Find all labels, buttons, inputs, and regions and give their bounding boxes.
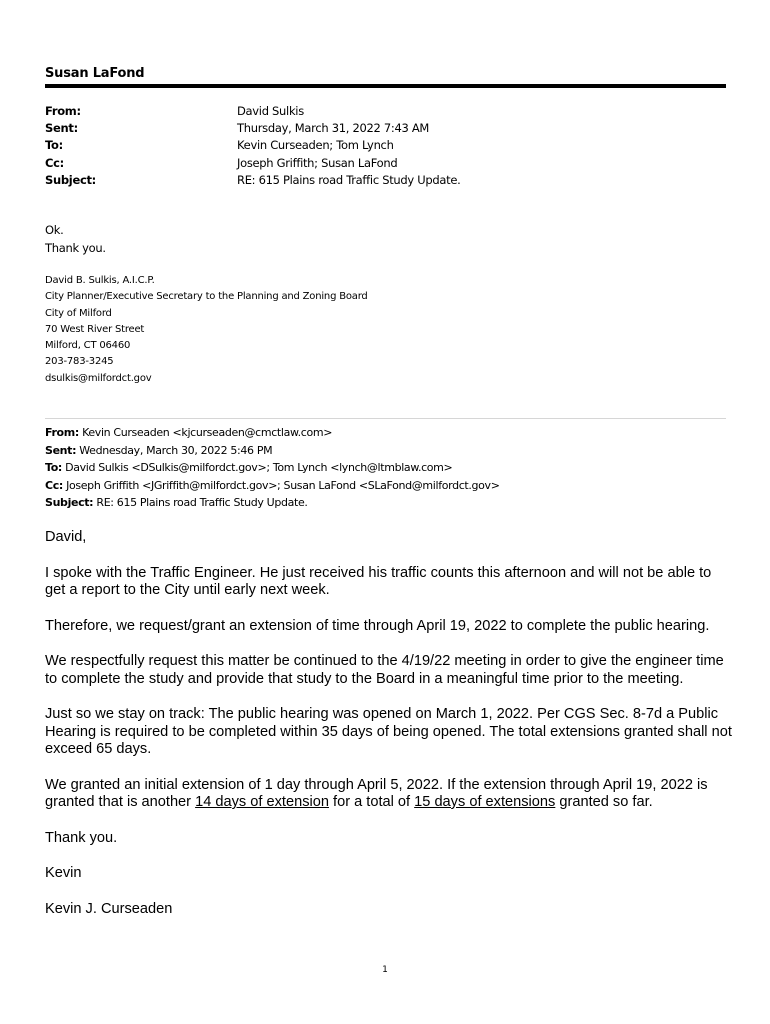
reply-line: Thank you. — [45, 240, 106, 255]
fwd-cc-row — [45, 477, 500, 495]
header-divider — [45, 84, 726, 88]
fwd-sent-row — [45, 442, 500, 460]
fwd-subject-label: Subject: — [45, 496, 94, 509]
signature-org: City of Milford — [45, 307, 112, 319]
fwd-sent-value: Wednesday, March 30, 2022 5:46 PM — [79, 443, 273, 457]
body-paragraph: We respectfully request this matter be continued to the 4/19/22 meeting in order to give the engineer time to complete the study and provide that study to the Board in a meaningful time prior to the meeting. — [45, 653, 724, 687]
signature-title: City Planner/Executive Secretary to the Planning and Zoning Board — [45, 291, 368, 303]
sender-full-name: Kevin J. Curseaden — [45, 900, 173, 917]
to-value: Kevin Curseaden; Tom Lynch — [237, 138, 394, 153]
body-paragraph: Just so we stay on track: The public hearing was opened on March 1, 2022. Per CGS Sec. 8-7d a Public Hearing is required to be completed within 35 days of being opened. The total extensions granted shall not exceed 65 days. — [45, 706, 732, 757]
fwd-to-label: To: — [45, 461, 62, 474]
header-from-row — [45, 103, 725, 120]
fwd-to-row — [45, 459, 500, 477]
message-body — [45, 529, 735, 918]
sign-off: Kevin — [45, 865, 82, 881]
signature-email: dsulkis@milfordct.gov — [45, 372, 152, 384]
subject-label: Subject: — [45, 172, 96, 187]
signature-phone: 203-783-3245 — [45, 356, 114, 368]
signature-street: 70 West River Street — [45, 323, 145, 335]
signature-block — [45, 273, 368, 387]
body-text: granted so far. — [555, 794, 653, 810]
fwd-from-row — [45, 424, 500, 442]
forward-divider — [45, 418, 726, 419]
header-cc-row — [45, 155, 725, 172]
to-label: To: — [45, 138, 63, 153]
header-subject-row — [45, 172, 725, 189]
fwd-from-value: Kevin Curseaden <kjcurseaden@cmctlaw.com> — [82, 426, 333, 439]
underlined-text: 15 days of extensions — [414, 794, 556, 810]
sent-value: Thursday, March 31, 2022 7:43 AM — [237, 121, 430, 136]
signature-city: Milford, CT 06460 — [45, 340, 131, 352]
reply-line: Ok. — [45, 223, 64, 237]
fwd-subject-value: RE: 615 Plains road Traffic Study Update. — [96, 496, 308, 509]
cc-label: Cc: — [45, 155, 64, 170]
body-text: for a total of — [328, 794, 415, 810]
body-text: We granted an initial extension of 1 day through April 5, 2022. If the extension through April 19, 2022 is granted that is another — [45, 776, 708, 810]
cc-value: Joseph Griffith; Susan LaFond — [237, 155, 398, 170]
fwd-subject-row — [45, 494, 500, 512]
underlined-text: 14 days of extension — [195, 794, 329, 810]
subject-value: RE: 615 Plains road Traffic Study Update. — [237, 172, 461, 187]
fwd-cc-label: Cc: — [45, 478, 63, 492]
page-number: 1 — [382, 965, 388, 975]
signature-name: David B. Sulkis, A.I.C.P. — [45, 275, 155, 286]
forwarded-header — [45, 424, 500, 512]
reply-message — [45, 222, 106, 257]
fwd-cc-value: Joseph Griffith <JGriffith@milfordct.gov>; Susan LaFond <SLaFond@milfordct.gov> — [66, 478, 500, 492]
closing-thanks: Thank you. — [45, 829, 118, 846]
header-sent-row — [45, 120, 725, 137]
greeting: David, — [45, 529, 87, 545]
from-label: From: — [45, 104, 81, 118]
from-value: David Sulkis — [237, 104, 304, 118]
header-to-row — [45, 137, 725, 154]
email-header — [45, 103, 725, 189]
body-paragraph — [45, 777, 735, 812]
fwd-from-label: From: — [45, 426, 79, 439]
email-owner-name: Susan LaFond — [45, 66, 145, 81]
sent-label: Sent: — [45, 121, 78, 136]
fwd-to-value: David Sulkis <DSulkis@milfordct.gov>; Tom Lynch <lynch@ltmblaw.com> — [65, 461, 453, 474]
body-paragraph: I spoke with the Traffic Engineer. He just received his traffic counts this afternoon and will not be able to get a report to the City until early next week. — [45, 564, 712, 598]
body-paragraph: Therefore, we request/grant an extension of time through April 19, 2022 to complete the public hearing. — [45, 617, 710, 634]
fwd-sent-label: Sent: — [45, 443, 77, 457]
